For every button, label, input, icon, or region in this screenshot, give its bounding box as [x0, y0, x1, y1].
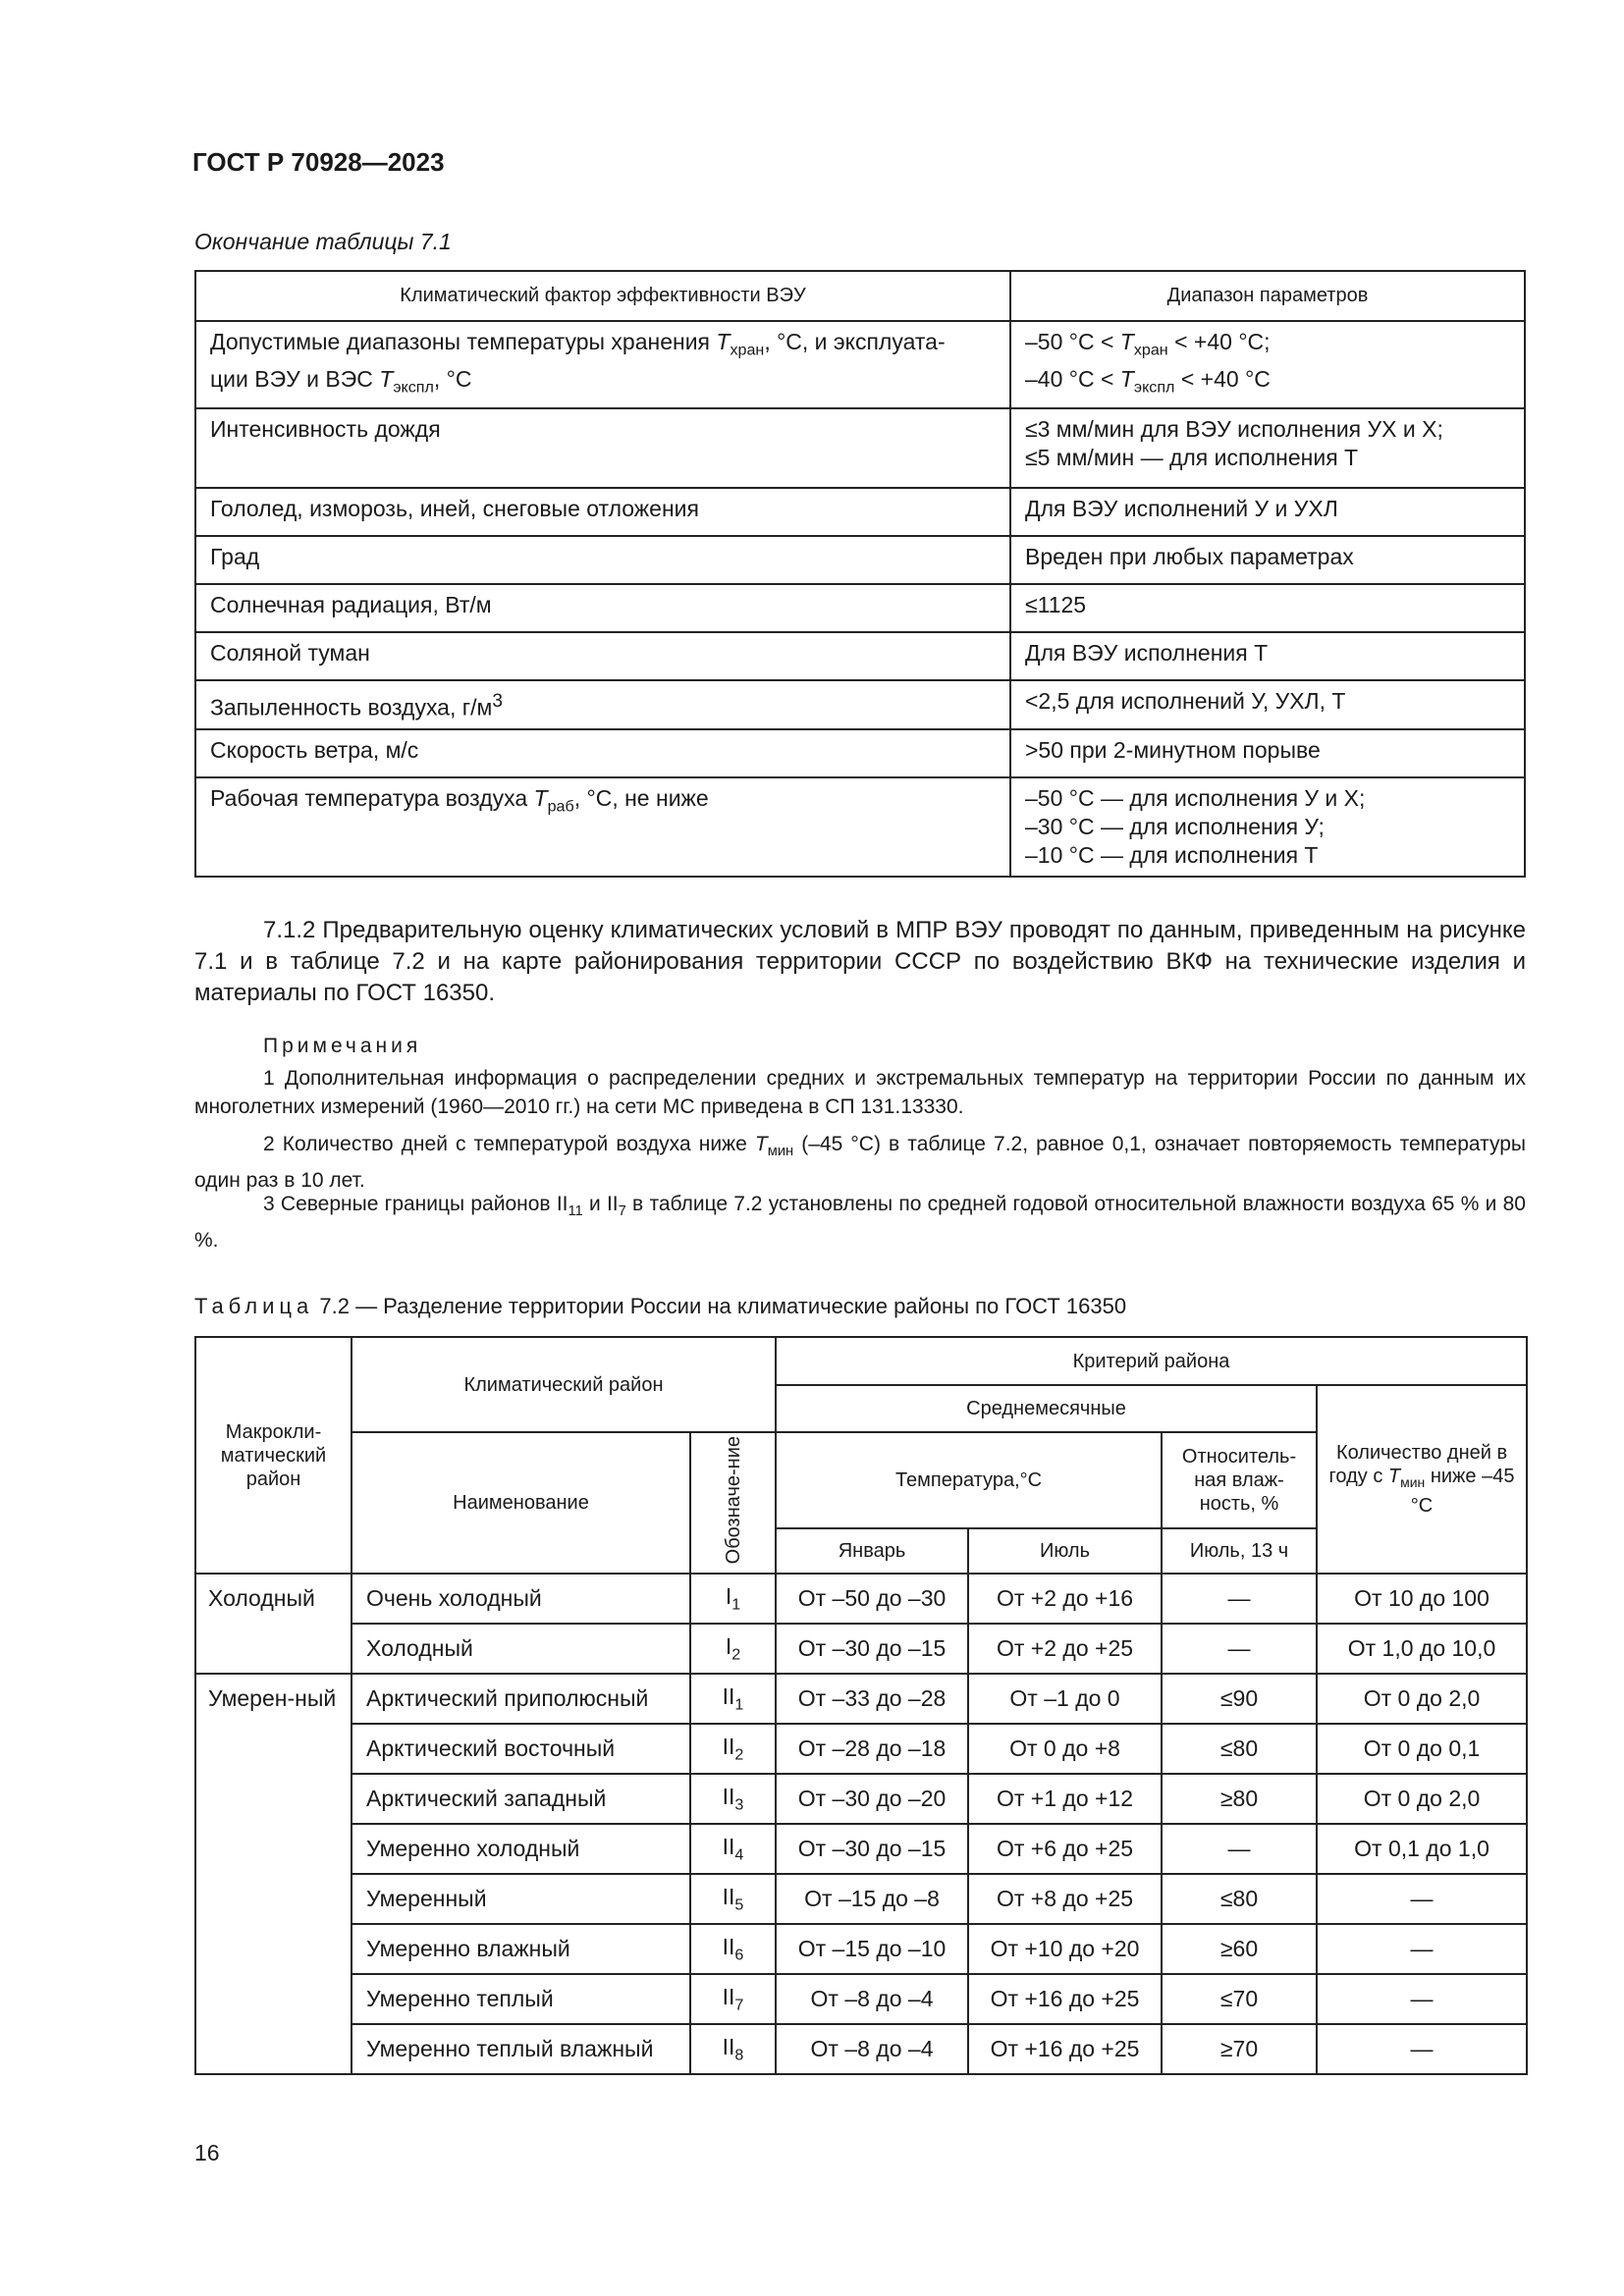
humidity: ≤80: [1162, 1874, 1317, 1924]
table-row: [195, 488, 1525, 536]
region-designation: $II_7$: [690, 1974, 776, 2024]
table-header-row: [195, 271, 1525, 321]
table-row: [195, 1624, 1527, 1674]
range-cell: ≤3 мм/мин для ВЭУ исполнения УХ и Х; ≤5 мм/мин — для исполнения Т: [1010, 408, 1525, 488]
region-designation: $I_2$: [690, 1624, 776, 1674]
note-2: 2 Количество дней с температурой воздуха ниже $T_{мин}$ (–45 °С) в таблице 7.2, равное 0,1, означает повторяемость температуры один раз в 10 лет.: [194, 1133, 1526, 1193]
table-row: [195, 777, 1525, 877]
document-code: ГОСТ Р 70928—2023: [192, 147, 445, 177]
july-temp: От +8 до +25: [968, 1874, 1162, 1924]
column-header-range: Диапазон параметров: [1010, 271, 1525, 321]
region-name: Очень холодный: [352, 1574, 690, 1624]
range-cell: >50 при 2-минутном порыве: [1010, 729, 1525, 777]
table-row: [195, 680, 1525, 729]
region-name: Умеренно холодный: [352, 1824, 690, 1874]
july-temp: От +16 до +25: [968, 1974, 1162, 2024]
factor-cell: Град: [195, 536, 1010, 584]
table-row: [195, 321, 1525, 408]
header-january: Январь: [776, 1528, 968, 1574]
july-temp: От +16 до +25: [968, 2024, 1162, 2074]
humidity: —: [1162, 1574, 1317, 1624]
table-row: [195, 1974, 1527, 2024]
july-temp: От +1 до +12: [968, 1774, 1162, 1824]
january-temp: От –8 до –4: [776, 1974, 968, 2024]
header-criterion: Критерий района: [776, 1337, 1527, 1385]
region-designation: $II_2$: [690, 1724, 776, 1774]
factor-cell: Гололед, изморозь, иней, снеговые отложения: [195, 488, 1010, 536]
table-row: [195, 536, 1525, 584]
header-row-1: [195, 1337, 1527, 1385]
table-row: [195, 1824, 1527, 1874]
table-row: [195, 1774, 1527, 1824]
page-number: 16: [194, 2140, 220, 2165]
region-name: Умеренно теплый: [352, 1974, 690, 2024]
january-temp: От –30 до –15: [776, 1624, 968, 1674]
region-designation: $II_5$: [690, 1874, 776, 1924]
july-temp: От +2 до +25: [968, 1624, 1162, 1674]
july-temp: От +6 до +25: [968, 1824, 1162, 1874]
table-7-2-title: Таблица 7.2 — Разделение территории России на климатические районы по ГОСТ 16350: [194, 1294, 1127, 1318]
paragraph-7-1-2: 7.1.2 Предварительную оценку климатических условий в МПР ВЭУ проводят по данным, приведенным на рисунке 7.1 и в таблице 7.2 и на карте районирования территории СССР по воздействию ВКФ на технические изделия и материалы по ГОСТ 16350.: [194, 917, 1526, 1006]
header-name: Наименование: [352, 1432, 690, 1574]
days-below: От 10 до 100: [1317, 1574, 1527, 1624]
region-name: Арктический западный: [352, 1774, 690, 1824]
macro-region-cell: Холодный: [195, 1574, 352, 1674]
factor-cell: Солнечная радиация, Вт/м: [195, 584, 1010, 632]
july-temp: От 0 до +8: [968, 1724, 1162, 1774]
days-below: От 1,0 до 10,0: [1317, 1624, 1527, 1674]
days-below: —: [1317, 1874, 1527, 1924]
january-temp: От –8 до –4: [776, 2024, 968, 2074]
days-below: —: [1317, 1924, 1527, 1974]
region-designation: $II_8$: [690, 2024, 776, 2074]
days-below: От 0 до 0,1: [1317, 1724, 1527, 1774]
table-row: [195, 584, 1525, 632]
header-july-13h: Июль, 13 ч: [1162, 1528, 1317, 1574]
factor-cell: Интенсивность дождя: [195, 408, 1010, 488]
factor-cell: Допустимые диапазоны температуры хранения $T_{хран}$, °С, и эксплуата- ции ВЭУ и ВЭС $T_{экспл}$, °С: [195, 321, 1010, 408]
table-row: [195, 1724, 1527, 1774]
table-7-1: [194, 270, 1526, 878]
humidity: ≥60: [1162, 1924, 1317, 1974]
table-row: [195, 408, 1525, 488]
note-3: 3 Северные границы районов $II_{11}$ и $II_7$ в таблице 7.2 установлены по средней годовой относительной влажности воздуха 65 % и 80 %.: [194, 1193, 1526, 1253]
range-cell: Для ВЭУ исполнения Т: [1010, 632, 1525, 680]
notes-title: Примечания: [263, 1035, 422, 1057]
range-cell: –50 °С — для исполнения У и Х; –30 °С — для исполнения У; –10 °С — для исполнения Т: [1010, 777, 1525, 877]
region-name: Умеренный: [352, 1874, 690, 1924]
note-1: 1 Дополнительная информация о распределении средних и экстремальных температур на территории России по данным их многолетних измерений (1960—2010 гг.) на сети МС приведена в СП 131.13330.: [194, 1067, 1526, 1118]
header-monthly: Среднемесячные: [776, 1385, 1317, 1432]
header-july: Июль: [968, 1528, 1162, 1574]
factor-cell: Скорость ветра, м/с: [195, 729, 1010, 777]
region-designation: $I_1$: [690, 1574, 776, 1624]
humidity: ≤90: [1162, 1674, 1317, 1724]
region-designation: $II_4$: [690, 1824, 776, 1874]
range-cell: ≤1125: [1010, 584, 1525, 632]
factor-cell: Соляной туман: [195, 632, 1010, 680]
table-7-2: [194, 1336, 1528, 2075]
humidity: —: [1162, 1624, 1317, 1674]
table-row: [195, 1874, 1527, 1924]
humidity: ≤80: [1162, 1724, 1317, 1774]
region-name: Холодный: [352, 1624, 690, 1674]
january-temp: От –28 до –18: [776, 1724, 968, 1774]
region-name: Умеренно теплый влажный: [352, 2024, 690, 2074]
header-designation: Обозначе-ние: [690, 1432, 776, 1574]
table-row: [195, 1674, 1527, 1724]
days-below: От 0 до 2,0: [1317, 1674, 1527, 1724]
macro-region-cell: Умерен-ный: [195, 1674, 352, 2074]
range-cell: <2,5 для исполнений У, УХЛ, Т: [1010, 680, 1525, 729]
table-row: [195, 729, 1525, 777]
days-below: —: [1317, 2024, 1527, 2074]
july-temp: От +10 до +20: [968, 1924, 1162, 1974]
january-temp: От –30 до –15: [776, 1824, 968, 1874]
july-temp: От +2 до +16: [968, 1574, 1162, 1624]
january-temp: От –33 до –28: [776, 1674, 968, 1724]
factor-cell: Рабочая температура воздуха $T_{раб}$, °С, не ниже: [195, 777, 1010, 877]
header-macro-region: Макрокли-матический район: [195, 1337, 352, 1574]
header-climate-region: Климатический район: [352, 1337, 776, 1432]
column-header-factor: Климатический фактор эффективности ВЭУ: [195, 271, 1010, 321]
table-row: [195, 2024, 1527, 2074]
header-temperature: Температура,°С: [776, 1432, 1162, 1528]
region-designation: $II_6$: [690, 1924, 776, 1974]
range-cell: –50 $^\circ С < T_{хран} < +40$ °С; –40 $^\circ С < T_{экспл} < +40$ °С: [1010, 321, 1525, 408]
january-temp: От –15 до –10: [776, 1924, 968, 1974]
header-humidity: Относитель-ная влаж-ность, %: [1162, 1432, 1317, 1528]
region-name: Арктический восточный: [352, 1724, 690, 1774]
days-below: От 0 до 2,0: [1317, 1774, 1527, 1824]
january-temp: От –50 до –30: [776, 1574, 968, 1624]
july-temp: От –1 до 0: [968, 1674, 1162, 1724]
header-days-below: Количество дней в году с $T_{мин}$ ниже –45 °С: [1317, 1385, 1527, 1574]
humidity: —: [1162, 1824, 1317, 1874]
january-temp: От –30 до –20: [776, 1774, 968, 1824]
range-cell: Для ВЭУ исполнений У и УХЛ: [1010, 488, 1525, 536]
region-name: Умеренно влажный: [352, 1924, 690, 1974]
factor-cell: Запыленность воздуха, $г/м^3$: [195, 680, 1010, 729]
humidity: ≥70: [1162, 2024, 1317, 2074]
region-designation: $II_1$: [690, 1674, 776, 1724]
january-temp: От –15 до –8: [776, 1874, 968, 1924]
range-cell: Вреден при любых параметрах: [1010, 536, 1525, 584]
table-7-1-caption: Окончание таблицы 7.1: [194, 229, 452, 254]
days-below: От 0,1 до 1,0: [1317, 1824, 1527, 1874]
humidity: ≥80: [1162, 1774, 1317, 1824]
table-row: [195, 1574, 1527, 1624]
humidity: ≤70: [1162, 1974, 1317, 2024]
region-name: Арктический приполюсный: [352, 1674, 690, 1724]
days-below: —: [1317, 1974, 1527, 2024]
table-row: [195, 632, 1525, 680]
table-row: [195, 1924, 1527, 1974]
region-designation: $II_3$: [690, 1774, 776, 1824]
